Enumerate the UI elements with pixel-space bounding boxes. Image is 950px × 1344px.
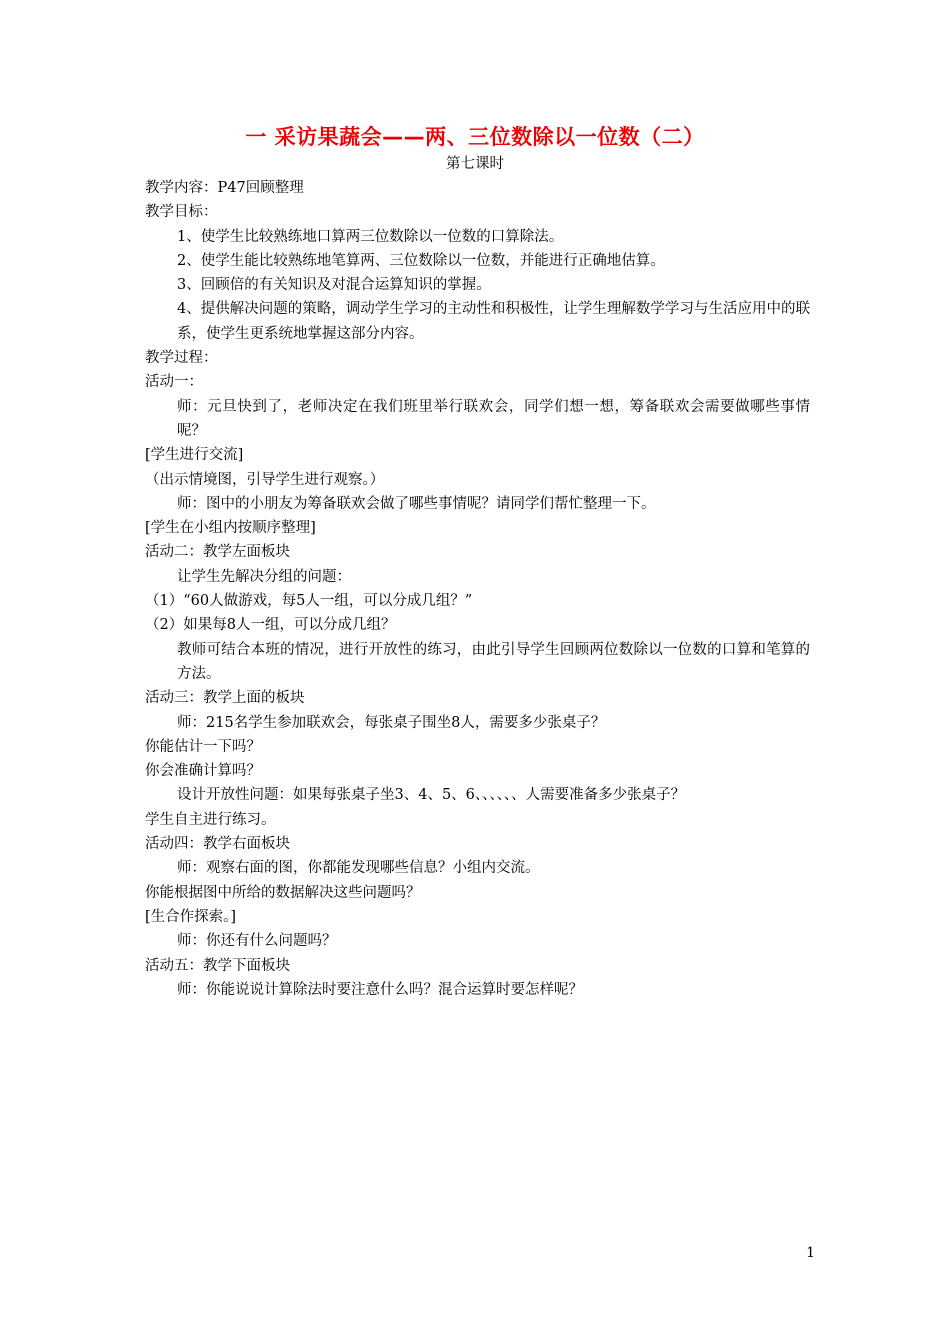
question-2: （2）如果每8人一组，可以分成几组？ — [145, 617, 396, 634]
page-title: 一 采访果蔬会——两、三位数除以一位数（二） — [245, 125, 705, 149]
paragraph: 师：215名学生参加联欢会，每张桌子围坐8人，需要多少张桌子？ — [177, 714, 606, 731]
bracket-note: [学生在小组内按顺序整理] — [145, 520, 316, 537]
bracket-note: [生合作探索。] — [145, 908, 237, 925]
paragraph: 让学生先解决分组的问题： — [177, 568, 351, 585]
activity-4-heading: 活动四：教学右面板块 — [145, 836, 290, 853]
goal-3: 3、回顾倍的有关知识及对混合运算知识的掌握。 — [177, 277, 491, 294]
document-body — [145, 176, 810, 1002]
activity-3-heading: 活动三：教学上面的板块 — [145, 690, 305, 707]
paragraph: 你会准确计算吗？ — [145, 763, 261, 780]
activity-1-heading: 活动一： — [145, 374, 203, 391]
paragraph: 师：元旦快到了，老师决定在我们班里举行联欢会，同学们想一想，筹备联欢会需要做哪些事情呢？ — [177, 398, 810, 439]
paragraph: 学生自主进行练习。 — [145, 811, 276, 828]
paragraph: 师：你还有什么问题吗？ — [177, 933, 337, 950]
page-number: 1 — [806, 1245, 815, 1261]
paren-note: （出示情境图，引导学生进行观察。） — [145, 471, 385, 488]
teaching-content-line: 教学内容：P47回顾整理 — [145, 180, 304, 196]
paragraph: 教师可结合本班的情况，进行开放性的练习，由此引导学生回顾两位数除以一位数的口算和笔算的方法。 — [177, 641, 810, 682]
activity-5-heading: 活动五：教学下面板块 — [145, 957, 290, 974]
paragraph: 师：图中的小朋友为筹备联欢会做了哪些事情呢？请同学们帮忙整理一下。 — [177, 495, 656, 512]
lesson-subtitle: 第七课时 — [446, 156, 504, 172]
bracket-note: [学生进行交流] — [145, 447, 244, 464]
paragraph: 师：观察右面的图，你都能发现哪些信息？小组内交流。 — [177, 860, 540, 877]
goal-4: 4、提供解决问题的策略，调动学生学习的主动性和积极性，让学生理解数学学习与生活应用中的联系，使学生更系统地掌握这部分内容。 — [177, 301, 810, 342]
question-1: （1）“60人做游戏，每5人一组，可以分成几组？” — [145, 593, 473, 610]
teaching-goals-heading: 教学目标： — [145, 204, 218, 221]
paragraph: 你能估计一下吗？ — [145, 738, 261, 755]
activity-2-heading: 活动二：教学左面板块 — [145, 544, 290, 561]
goal-2: 2、使学生能比较熟练地笔算两、三位数除以一位数，并能进行正确地估算。 — [177, 252, 665, 269]
paragraph: 师：你能说说计算除法时要注意什么吗？混合运算时要怎样呢？ — [177, 981, 583, 998]
paragraph: 设计开放性问题：如果每张桌子坐3、4、5、6、、、、、、人需要准备多少张桌子？ — [177, 787, 686, 804]
goal-1: 1、使学生比较熟练地口算两三位数除以一位数的口算除法。 — [177, 228, 564, 245]
teaching-process-heading: 教学过程： — [145, 350, 218, 367]
paragraph: 你能根据图中所给的数据解决这些问题吗？ — [145, 884, 421, 901]
